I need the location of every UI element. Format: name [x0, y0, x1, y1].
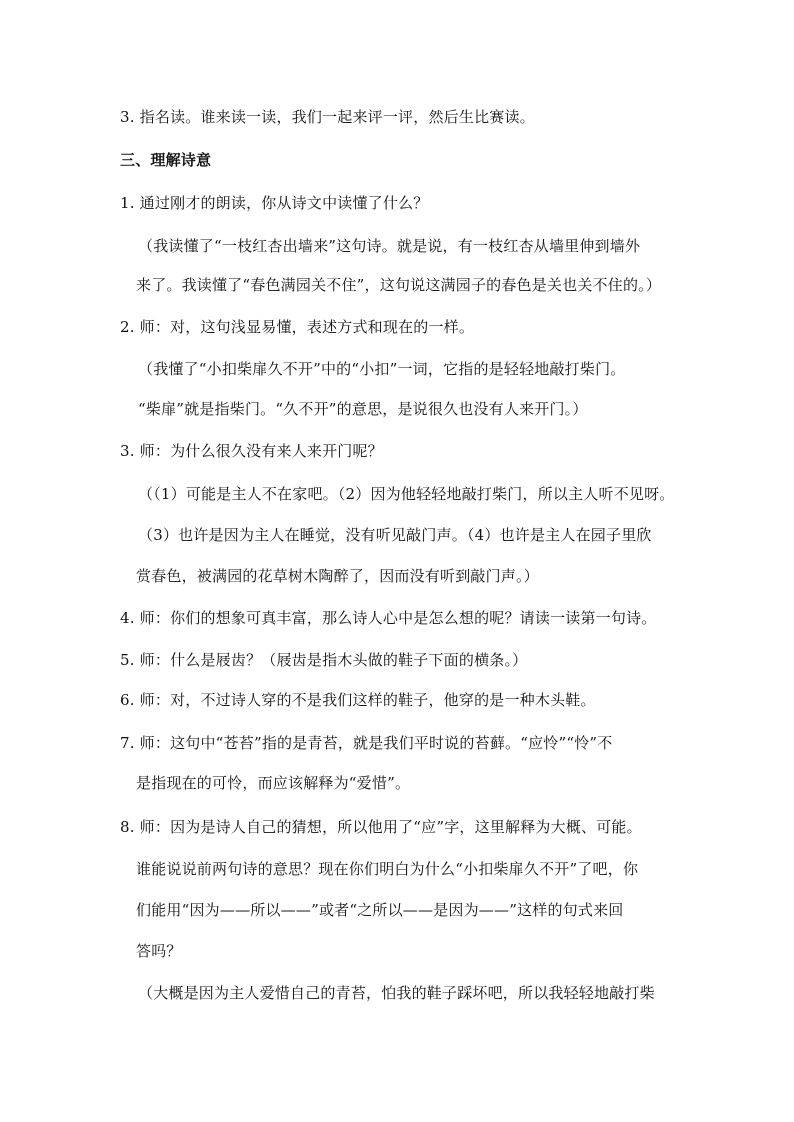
text-line-15: 6. 师：对，不过诗人穿的不是我们这样的鞋子，他穿的是一种木头鞋。	[120, 691, 596, 709]
text-line-21: 答吗？	[136, 942, 182, 960]
text-line-9: 3. 师：为什么很久没有来人来开门呢？	[120, 442, 383, 460]
text-line-19: 谁能说说前两句诗的意思？现在你们明白为什么“小扣柴扉久不开”了吧，你	[136, 860, 639, 878]
text-line-13: 4. 师：你们的想象可真丰富，那么诗人心中是怎么想的呢？请读一读第一句诗。	[120, 609, 657, 627]
text-line-6: 2. 师：对，这句浅显易懂，表述方式和现在的一样。	[120, 318, 475, 336]
section-heading: 三、理解诗意	[120, 151, 212, 169]
text-line-22: （大概是因为主人爱惜自己的青苔，怕我的鞋子踩坏吧，所以我轻轻地敲打柴	[138, 984, 655, 1002]
text-line-17: 是指现在的可怜，而应该解释为“爱惜”。	[136, 774, 411, 792]
text-line-4: （我读懂了“一枝红杏出墙来”这句诗。就是说，有一枝红杏从墙里伸到墙外	[138, 237, 641, 255]
text-line-11: （3）也许是因为主人在睡觉，没有听见敲门声。（4）也许是主人在园子里欣	[138, 526, 652, 544]
text-line-5: 来了。我读懂了“春色满园关不住”，这句说这满园子的春色是关也关不住的。）	[136, 276, 662, 294]
text-line-12: 赏春色，被满园的花草树木陶醉了，因而没有听到敲门声。）	[136, 567, 539, 585]
text-line-7: （我懂了“小扣柴扉久不开”中的“小扣”一词，它指的是轻轻地敲打柴门。	[138, 360, 626, 378]
text-line-3: 1. 通过刚才的朗读，你从诗文中读懂了什么？	[120, 194, 429, 212]
text-line-14: 5. 师：什么是屐齿？（屐齿是指木头做的鞋子下面的横条。）	[120, 651, 528, 669]
text-line-16: 7. 师：这句中“苍苔”指的是青苔，就是我们平时说的苔藓。“应怜”“怜”不	[120, 734, 613, 752]
text-line-1: 3. 指名读。谁来读一读，我们一起来评一评，然后生比赛读。	[120, 108, 535, 126]
text-line-18: 8. 师：因为是诗人自己的猜想，所以他用了“应”字，这里解释为大概、可能。	[120, 818, 642, 836]
text-line-10: （（1）可能是主人不在家吧。（2）因为他轻轻地敲打柴门，所以主人听不见呀。	[138, 485, 675, 503]
text-line-20: 们能用“因为——所以——”或者“之所以——是因为——”这样的句式来回	[136, 901, 624, 919]
text-line-8: “柴扉”就是指柴门。“久不开”的意思，是说很久也没有人来开门。）	[138, 400, 588, 418]
